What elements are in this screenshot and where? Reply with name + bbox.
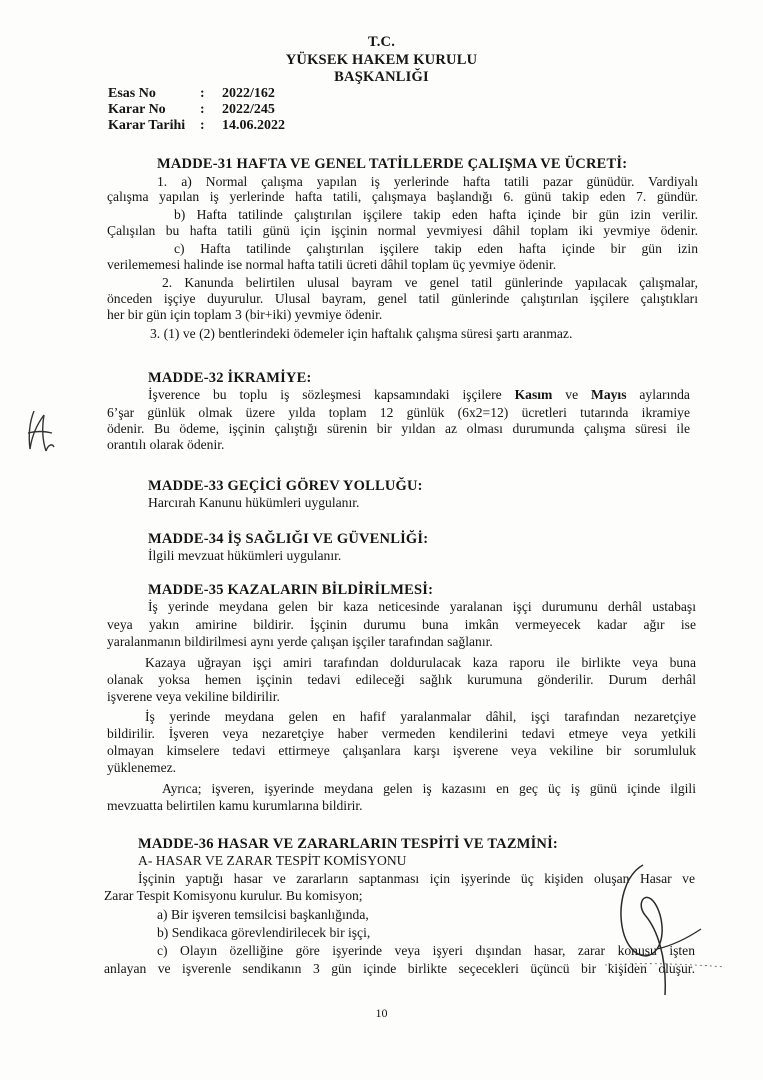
meta-esas-row: Esas No : 2022/162 [108,86,275,101]
madde36-heading: MADDE-36 HASAR VE ZARARLARIN TESPİTİ VE TAZMİNİ: [138,836,558,852]
madde36-line: Zarar Tespit Komisyonu kurulur. Bu komisyon; [104,888,363,903]
madde32-line: ödenir. Bu ödeme, işçinin çalıştığı sürenin bir yıldan az olması durumunda çalışma süresi ile [107,421,690,436]
madde35-line: Ayrıca; işveren, işyerinde meydana gelen iş kazasını en geç üç iş günü içinde ilgili [162,781,696,796]
header-tc: T.C. [367,34,396,50]
madde36-line: a) Bir işveren temsilcisi başkanlığında, [157,907,369,922]
madde31-line: c) Hafta tatilinde çalıştırılan işçilere takip eden hafta içinde bir gün izin [174,241,698,256]
madde35-line: Kazaya uğrayan işçi amiri tarafından doldurulacak kaza raporu ile birlikte veya buna [145,655,696,670]
madde35-line: yaralanmanın bildirilmesi aynı yerde çalışan işçiler tarafından sağlanır. [107,634,493,649]
madde36-line: anlayan ve işverenle sendikanın 3 gün içinde birlikte seçecekleri üçüncü bir kişiden oluşur. [104,961,695,976]
meta-date-row: Karar Tarihi : 14.06.2022 [108,118,285,133]
madde35-line: olmayan kimselere tedavi ettirmeye çalışanlara karşı işverene veya vekiline bir sorumluluk [107,743,696,758]
madde35-line: mevzuatta belirtilen kamu kurumlarına bildirir. [107,798,363,813]
madde34-text: İlgili mevzuat hükümleri uygulanır. [148,548,342,563]
madde31-line: verilememesi halinde ise normal hafta tatili ücreti dâhil toplam üç yevmiye ödenir. [107,257,557,272]
madde36-line: İşçinin yaptığı hasar ve zararların saptanması için işyerinde üç kişiden oluşan Hasar ve [138,871,695,886]
madde34-heading: MADDE-34 İŞ SAĞLIĞI VE GÜVENLİĞİ: [148,531,429,547]
madde31-line: b) Hafta tatilinde çalıştırılan işçilere takip eden hafta içinde bir gün izin verilir. [174,207,698,222]
header-institution: YÜKSEK HAKEM KURULU [285,52,478,68]
madde31-line: Çalışılan bu hafta tatili günü için işçinin normal yevmiyesi dâhil toplam iki yevmiye ödenir. [107,223,698,238]
madde36-line: c) Olayın özelliğine göre işyerinde veya işyeri dışından hasar, zarar konusu işten [157,943,695,958]
madde31-heading: MADDE-31 HAFTA VE GENEL TATİLLERDE ÇALIŞMA VE ÜCRETİ: [157,156,628,172]
handwritten-signature [585,845,735,1005]
madde31-line: her bir gün için toplam 3 (bir+iki) yevmiye ödenir. [107,307,383,322]
madde32-line: orantılı olarak ödenir. [107,437,225,452]
madde35-line: İş yerinde meydana gelen bir kaza neticesinde yaralanan işçi durumunu derhâl ustabaşı [148,599,696,614]
madde32-line: İşverence bu toplu iş sözleşmesi kapsamındaki işçilere Kasım ve Mayıs aylarında [148,387,690,402]
madde33-text: Harcırah Kanunu hükümleri uygulanır. [148,495,360,510]
madde32-line: 6’şar günlük olmak üzere yılda toplam 12 günlük (6x2=12) ücretleri tutarında ikramiye [107,405,690,420]
madde35-line: işverene veya vekiline bildirilir. [107,689,280,704]
madde36-subheading: A- HASAR VE ZARAR TESPİT KOMİSYONU [138,853,407,868]
madde31-line: 2. Kanunda belirtilen ulusal bayram ve genel tatil günlerinde yapılacak çalışmalar, [162,275,698,290]
madde35-line: olanak yoksa hemen işçinin tedavi edileceği sağlık kurumuna gönderilir. Durum derhâl [107,672,696,687]
madde31-line: çalışma yapılan iş yerlerinde hafta tatili, çalışmaya başlandığı 6. günü takip eden 7. gündür. [107,189,698,204]
header-office: BAŞKANLIĞI [334,69,429,85]
madde31-line: önceden işçiye duyurulur. Ulusal bayram, genel tatil günlerinde çalıştırılan işçilere çalıştıkları [107,291,698,306]
madde35-heading: MADDE-35 KAZALARIN BİLDİRİLMESİ: [148,582,434,598]
madde35-line: veya yakın amirine bildirir. İşçinin durumu buna imkân vermeyecek kadar ağır ise [107,617,696,632]
madde31-line: 1. a) Normal çalışma yapılan iş yerlerinde hafta tatili pazar günüdür. Vardiyalı [157,174,698,189]
madde35-line: bildirilir. İşveren veya nezaretçiye haber vermeden kendilerini tedavi etmeye veya yetkili [107,726,696,741]
madde33-heading: MADDE-33 GEÇİCİ GÖREV YOLLUĞU: [148,478,423,494]
meta-karar-row: Karar No : 2022/245 [108,102,275,117]
madde35-line: İş yerinde meydana gelen en hafif yaralanmalar dâhil, işçi tarafından nezaretçiye [145,709,696,724]
madde31-line: 3. (1) ve (2) bentlerindeki ödemeler için haftalık çalışma süresi şartı aranmaz. [150,326,573,341]
case-meta [108,86,285,134]
madde32-heading: MADDE-32 İKRAMİYE: [148,370,312,386]
page-number: 10 [375,1006,388,1020]
madde36-line: b) Sendikaca görevlendirilecek bir işçi, [157,925,371,940]
madde35-line: yüklenemez. [107,760,177,775]
handwritten-initials [20,405,60,457]
